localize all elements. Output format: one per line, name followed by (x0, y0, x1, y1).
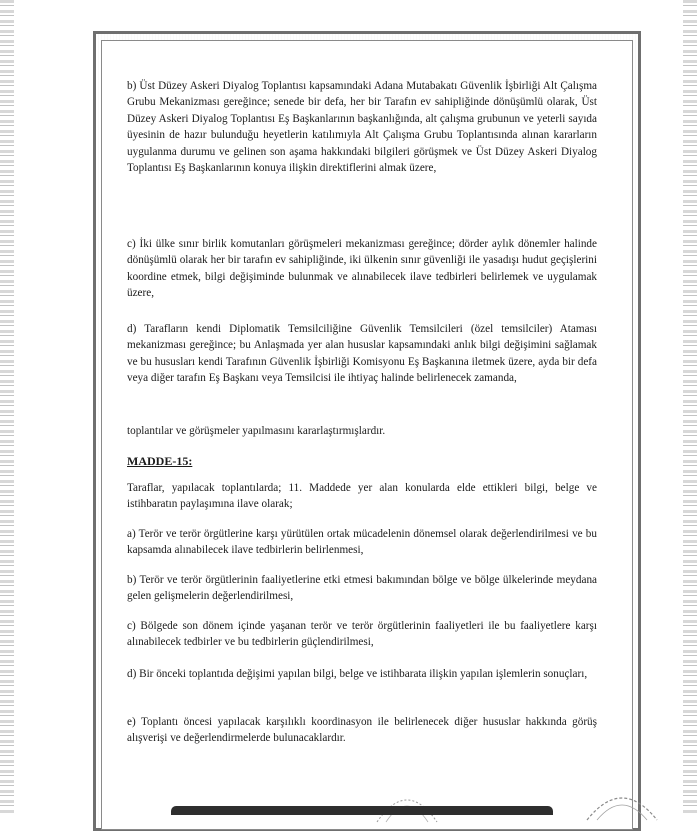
paragraph-d-diplomatik-temsilcilik: d) Tarafların kendi Diplomatik Temsilciliğine Güvenlik Temsilcileri (özel temsilciler) Ataması mekanizması gereğince; bu Anlaşmada yer alan hususlar kapsamındaki anlık bilgi değişimini sağlamak ve bu hususları kendi Tarafının Güvenlik İşbirliği Komisyonu Eş Başkanına iletmek üzere, ayda bir defa veya diğer tarafın Eş Başkanı veya Temsilcisi ile ihtiyaç halinde belirlenecek zamanda, (127, 323, 597, 385)
paragraph-madde15-b: b) Terör ve terör örgütlerinin faaliyetlerine etki etmesi bakımından bölge ve bölge ülkelerinde meydana gelen gelişmelerin değerlendirilmesi, (127, 574, 597, 603)
scan-edge-left (0, 0, 14, 815)
article-heading-madde-15: MADDE-15: (127, 454, 193, 468)
paragraph-madde15-e: e) Toplantı öncesi yapılacak karşılıklı koordinasyon ile belirlenecek diğer hususlar hakkında görüş alışverişi ve değerlendirmelerde bulunacaklardır. (127, 716, 597, 745)
viewer-scrollbar[interactable] (171, 806, 553, 815)
paragraph-c-sinir-birlik: c) İki ülke sınır birlik komutanları görüşmeleri mekanizması gereğince; dörder aylık dönemler halinde dönüşümlü olarak her bir tarafın ev sahipliğinde, iki ülkenin sınır güvenliği ile yasadışı hudut geçişlerini koordine etmek, bilgi değişiminde bulunmak ve alınabilecek ilave tedbirleri belirlemek ve uygulamak üzere, (127, 238, 597, 300)
paragraph-madde15-d: d) Bir önceki toplantıda değişimi yapılan bilgi, belge ve istihbarata ilişkin yapılan işlemlerin sonuçları, (127, 668, 588, 680)
stamp-seal-right-icon (582, 782, 662, 822)
scan-edge-right (683, 0, 697, 815)
stamp-seal-left-icon (372, 784, 442, 824)
paragraph-kararlastirma: toplantılar ve görüşmeler yapılmasını kararlaştırmışlardır. (127, 425, 386, 437)
paragraph-madde15-intro: Taraflar, yapılacak toplantılarda; 11. Maddede yer alan konularda elde ettikleri bilgi, belge ve istihbaratın paylaşımına ilave olarak; (127, 482, 597, 511)
paragraph-madde15-c: c) Bölgede son dönem içinde yaşanan terör ve terör örgütlerinin faaliyetleri ile bu faaliyetlere karşı alınabilecek tedbirler ve bu tedbirlerin güçlendirilmesi, (127, 620, 597, 649)
paragraph-b-askeri-diyalog: b) Üst Düzey Askeri Diyalog Toplantısı kapsamındaki Adana Mutabakatı Güvenlik İşbirliği Alt Çalışma Grubu Mekanizması gereğince; senede bir defa, her bir Tarafın ev sahipliğinde dönüşümlü olarak, Üst Düzey Askeri Diyalog Toplantısı Eş Başkanlarının başkanlığında, alt çalışma grubunun ve yeterli sayıda üyesinin de hazır bulunduğu heyetlerin katılımıyla Alt Çalışma Grubu Toplantısında alınan kararların uygulanma durumu ve gelinen son aşama hakkındaki bilgileri görüşmek ve Üst Düzey Askeri Diyalog Toplantısı Eş Başkanlarının konuya ilişkin direktiflerini almak üzere, (127, 80, 597, 175)
paragraph-madde15-a: a) Terör ve terör örgütlerine karşı yürütülen ortak mücadelenin dönemsel olarak değerlendirilmesi ve bu kapsamda alınabilecek ilave tedbirlerin belirlenmesi, (127, 528, 597, 557)
